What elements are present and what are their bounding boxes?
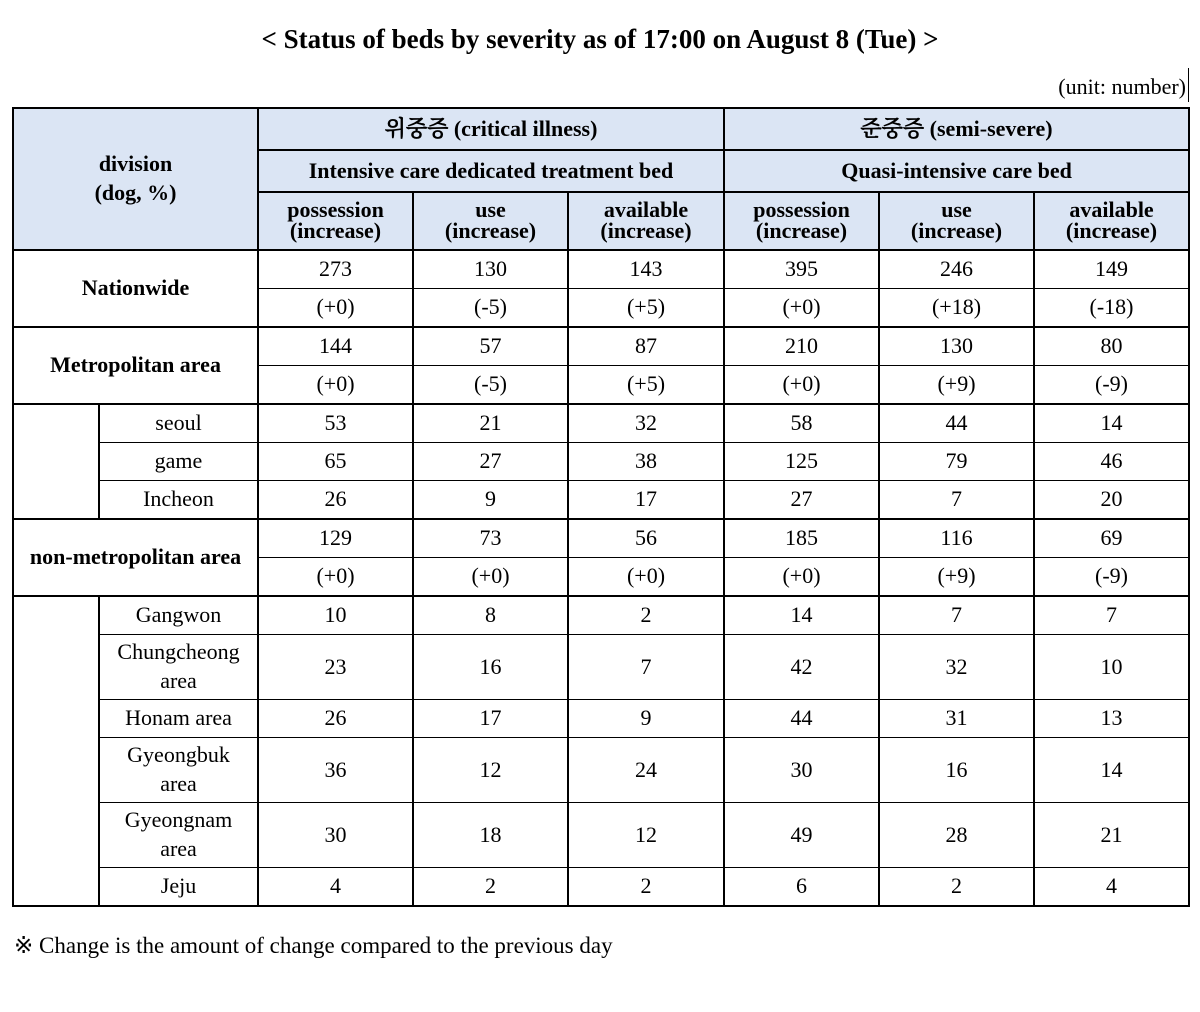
value-cell: 79	[879, 443, 1034, 481]
value-cell: 2	[413, 868, 568, 907]
value-cell: 2	[568, 868, 724, 907]
value-cell: 14	[1034, 404, 1189, 443]
region-name	[99, 803, 258, 868]
region-group-spacer	[13, 404, 99, 519]
value-cell: 7	[879, 481, 1034, 520]
value-cell: 12	[413, 738, 568, 803]
value-cell: 32	[568, 404, 724, 443]
value-cell: 26	[258, 700, 413, 738]
value-cell: 30	[258, 803, 413, 868]
intensive-care-header: Intensive care dedicated treatment bed	[258, 150, 724, 192]
value-cell: 57	[413, 327, 568, 366]
value-cell: 53	[258, 404, 413, 443]
change-cell: (+0)	[258, 366, 413, 405]
change-cell: (-5)	[413, 289, 568, 328]
value-cell: 7	[1034, 596, 1189, 635]
region-name-line: Gyeongnam	[124, 807, 233, 833]
value-cell: 73	[413, 519, 568, 558]
value-cell: 9	[413, 481, 568, 520]
column-header-sub: (increase)	[600, 218, 692, 243]
region-name	[99, 404, 258, 443]
column-header-label: available	[603, 197, 689, 223]
region-name	[99, 700, 258, 738]
column-header	[879, 192, 1034, 250]
column-header-label: available	[1069, 197, 1154, 223]
value-cell: 210	[724, 327, 879, 366]
column-header	[413, 192, 568, 250]
region-name	[99, 481, 258, 520]
region-group-spacer	[13, 596, 99, 906]
value-cell: 7	[568, 635, 724, 700]
column-header-sub: (increase)	[755, 218, 848, 243]
value-cell: 24	[568, 738, 724, 803]
value-cell: 87	[568, 327, 724, 366]
bed-status-table	[12, 107, 1190, 907]
value-cell: 30	[724, 738, 879, 803]
semi-severe-header: 준중증 (semi-severe)	[724, 108, 1189, 150]
value-cell: 42	[724, 635, 879, 700]
value-cell: 129	[258, 519, 413, 558]
value-cell: 36	[258, 738, 413, 803]
value-cell: 16	[879, 738, 1034, 803]
change-cell: (+0)	[258, 558, 413, 597]
value-cell: 14	[724, 596, 879, 635]
column-header-label: possession	[753, 197, 850, 223]
region-name-line: area	[160, 668, 197, 693]
quasi-intensive-header: Quasi-intensive care bed	[724, 150, 1189, 192]
value-cell: 16	[413, 635, 568, 700]
change-cell: (+9)	[879, 558, 1034, 597]
table-row	[13, 738, 1189, 803]
region-name-line: Gangwon	[135, 602, 222, 628]
column-header	[1034, 192, 1189, 250]
value-cell: 13	[1034, 700, 1189, 738]
value-cell: 44	[724, 700, 879, 738]
region-name-line: Honam area	[125, 705, 232, 731]
value-cell: 130	[413, 250, 568, 289]
table-row	[13, 635, 1189, 700]
region-name-line: game	[154, 448, 203, 474]
division-sub-label: (dog, %)	[94, 180, 177, 205]
division-label: division	[98, 151, 173, 177]
change-cell: (+9)	[879, 366, 1034, 405]
summary-row-label: non-metropolitan area	[13, 519, 258, 596]
value-cell: 14	[1034, 738, 1189, 803]
region-name-line: Jeju	[160, 873, 197, 899]
region-name	[99, 635, 258, 700]
change-cell: (+0)	[724, 558, 879, 597]
change-cell: (-5)	[413, 366, 568, 405]
value-cell: 27	[724, 481, 879, 520]
column-header-sub: (increase)	[444, 218, 537, 243]
table-row	[13, 596, 1189, 635]
value-cell: 17	[413, 700, 568, 738]
region-name	[99, 738, 258, 803]
value-cell: 65	[258, 443, 413, 481]
change-cell: (-9)	[1034, 366, 1189, 405]
value-cell: 130	[879, 327, 1034, 366]
region-name-line: Gyeongbuk	[127, 742, 230, 768]
region-name-line: area	[160, 836, 197, 861]
change-cell: (-18)	[1034, 289, 1189, 328]
value-cell: 23	[258, 635, 413, 700]
value-cell: 9	[568, 700, 724, 738]
region-name	[99, 596, 258, 635]
value-cell: 58	[724, 404, 879, 443]
value-cell: 2	[879, 868, 1034, 907]
unit-label: (unit: number)	[1058, 74, 1186, 99]
value-cell: 125	[724, 443, 879, 481]
table-row	[13, 803, 1189, 868]
table-row	[13, 443, 1189, 481]
value-cell: 149	[1034, 250, 1189, 289]
value-cell: 20	[1034, 481, 1189, 520]
value-cell: 31	[879, 700, 1034, 738]
table-row	[13, 481, 1189, 520]
column-header-sub: (increase)	[1065, 218, 1158, 243]
value-cell: 143	[568, 250, 724, 289]
change-cell: (+0)	[413, 558, 568, 597]
value-cell: 144	[258, 327, 413, 366]
value-cell: 17	[568, 481, 724, 520]
value-cell: 12	[568, 803, 724, 868]
value-cell: 246	[879, 250, 1034, 289]
value-cell: 10	[1034, 635, 1189, 700]
table-row	[13, 700, 1189, 738]
footnote: ※ Change is the amount of change compared to the previous day	[14, 933, 613, 958]
value-cell: 46	[1034, 443, 1189, 481]
change-cell: (+0)	[258, 289, 413, 328]
change-cell: (+5)	[568, 289, 724, 328]
value-cell: 18	[413, 803, 568, 868]
value-cell: 28	[879, 803, 1034, 868]
column-header-label: possession	[287, 197, 384, 223]
value-cell: 6	[724, 868, 879, 907]
summary-row-label: Nationwide	[13, 250, 258, 327]
region-name-line: Incheon	[143, 486, 214, 512]
change-cell: (+0)	[568, 558, 724, 597]
column-header-sub: (increase)	[289, 218, 382, 243]
value-cell: 49	[724, 803, 879, 868]
region-name	[99, 868, 258, 907]
value-cell: 27	[413, 443, 568, 481]
region-name-line: Chungcheong	[117, 639, 240, 665]
value-cell: 273	[258, 250, 413, 289]
table-row	[13, 404, 1189, 443]
value-cell: 26	[258, 481, 413, 520]
value-cell: 7	[879, 596, 1034, 635]
change-cell: (+5)	[568, 366, 724, 405]
value-cell: 116	[879, 519, 1034, 558]
region-name	[99, 443, 258, 481]
value-cell: 2	[568, 596, 724, 635]
critical-illness-header: 위중증 (critical illness)	[258, 108, 724, 150]
value-cell: 21	[413, 404, 568, 443]
column-header-label: use	[475, 197, 506, 223]
page-title: < Status of beds by severity as of 17:00 on August 8 (Tue) >	[261, 24, 939, 54]
region-name-line: area	[160, 771, 197, 796]
value-cell: 56	[568, 519, 724, 558]
value-cell: 80	[1034, 327, 1189, 366]
column-header-label: use	[941, 197, 972, 223]
value-cell: 69	[1034, 519, 1189, 558]
unit-divider	[1188, 68, 1189, 102]
column-header	[724, 192, 879, 250]
value-cell: 4	[258, 868, 413, 907]
column-header	[258, 192, 413, 250]
change-cell: (+0)	[724, 366, 879, 405]
change-cell: (+18)	[879, 289, 1034, 328]
region-name-line: seoul	[155, 410, 202, 436]
value-cell: 10	[258, 596, 413, 635]
value-cell: 32	[879, 635, 1034, 700]
column-header-sub: (increase)	[910, 218, 1003, 243]
change-cell: (-9)	[1034, 558, 1189, 597]
summary-row-label: Metropolitan area	[13, 327, 258, 404]
value-cell: 8	[413, 596, 568, 635]
value-cell: 395	[724, 250, 879, 289]
value-cell: 4	[1034, 868, 1189, 907]
table-row	[13, 868, 1189, 907]
value-cell: 38	[568, 443, 724, 481]
column-header	[568, 192, 724, 250]
value-cell: 44	[879, 404, 1034, 443]
value-cell: 21	[1034, 803, 1189, 868]
division-header	[13, 108, 258, 250]
value-cell: 185	[724, 519, 879, 558]
change-cell: (+0)	[724, 289, 879, 328]
